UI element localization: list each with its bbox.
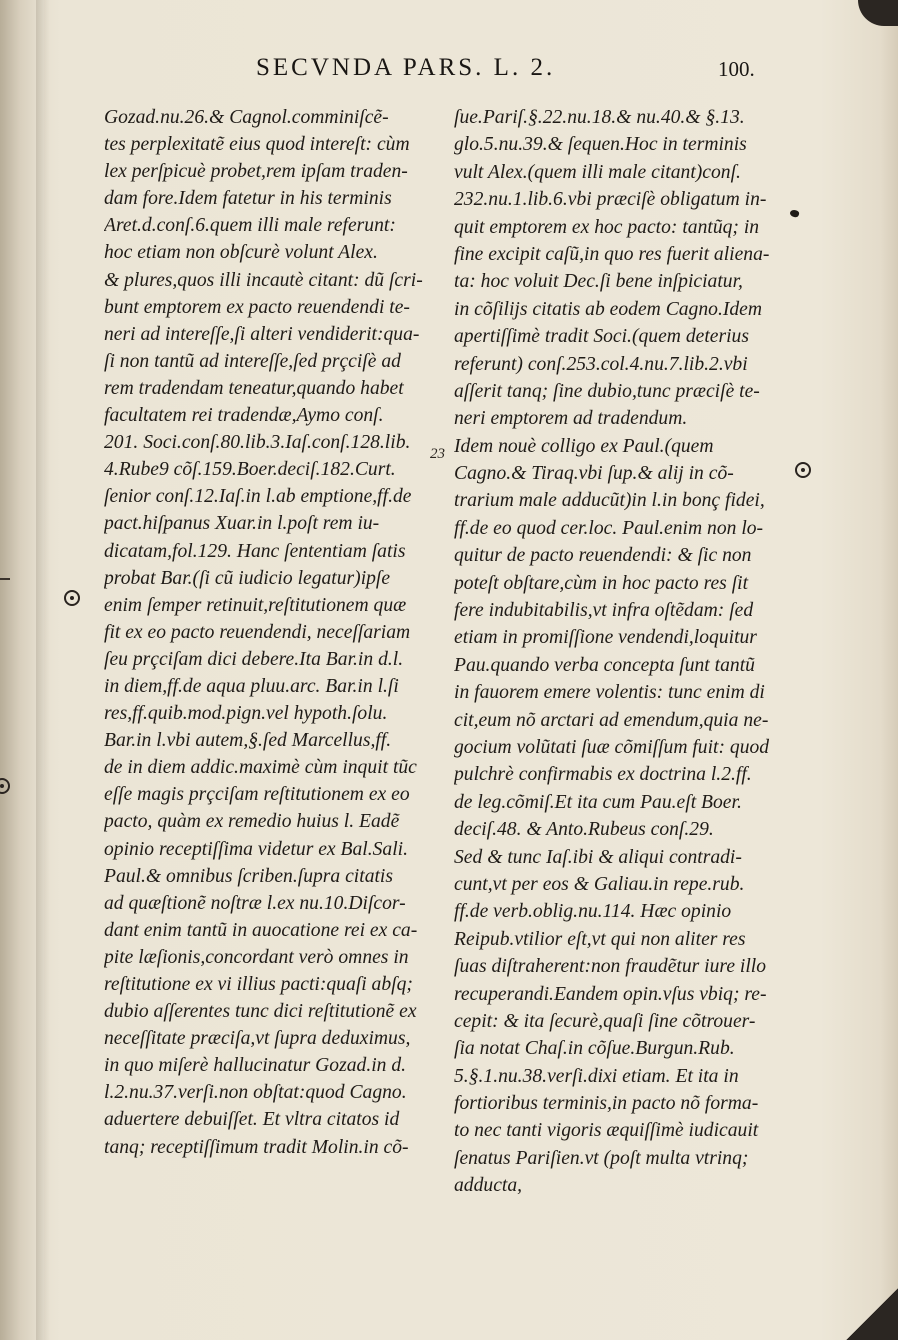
text-line: l.2.nu.37.verſi.non obſtat:quod Cagno. [104, 1082, 407, 1104]
text-line: fere indubitabilis,vt infra oſtẽdam: ſed [454, 600, 754, 622]
text-line: aduertere debuiſſet. Et vltra citatos id [104, 1109, 400, 1131]
text-line: pulchrè confirmabis ex doctrina l.2.ff. [454, 764, 752, 786]
text-line: dubio aſſerentes tunc dici reſtitutionẽ ex [104, 1001, 417, 1023]
text-line: Reipub.vtilior eſt,vt qui non aliter res [454, 928, 746, 950]
gutter-shadow [36, 0, 50, 1340]
text-line: & plures,quos illi incautè citant: dũ ſcri- [104, 269, 423, 291]
text-line: apertiſſimè tradit Soci.(quem deterius [454, 326, 749, 348]
text-line: reſtitutione ex vi illius pacti:quaſi abſq; [104, 974, 413, 995]
text-line: fortioribus terminis,in pacto nõ forma- [454, 1093, 759, 1115]
text-line: trarium male adducũt)in l.in bonç fidei, [454, 490, 765, 512]
text-line: neri ad intereſſe,ſi alteri vendiderit:qua- [104, 323, 420, 345]
page-corner-bottom [838, 1270, 898, 1340]
margin-tick-mark [0, 578, 10, 580]
text-line: ad quæſtionẽ noſtræ l.ex nu.10.Diſcor- [104, 892, 406, 914]
text-line: in cõſilijs citatis ab eodem Cagno.Idem [454, 298, 763, 320]
text-line: Pau.quando verba concepta ſunt tantũ [454, 654, 755, 676]
margin-circle-dot-mark-left [64, 590, 80, 606]
text-line: referunt) conſ.253.col.4.nu.7.lib.2.vbi [454, 353, 748, 375]
text-line: ſia notat Chaſ.in cõſue.Burgun.Rub. [454, 1038, 735, 1060]
text-line: fine excipit caſũ,in quo res fuerit aliena- [454, 243, 770, 265]
text-line: opinio receptiſſima videtur ex Bal.Sali. [104, 838, 408, 860]
text-line: ff.de verb.oblig.nu.114. Hæc opinio [454, 901, 732, 923]
text-line: etiam in promiſſione vendendi,loquitur [454, 627, 757, 649]
text-line: rem tradendam teneatur,quando habet [104, 377, 404, 399]
text-line: to nec tanti vigoris æquiſſimè iudicauit [454, 1120, 759, 1142]
text-line: in fauorem emere volentis: tunc enim di [454, 682, 765, 704]
text-line: ff.de eo quod cer.loc. Paul.enim non lo- [454, 517, 764, 539]
text-line: vult Alex.(quem illi male citant)conſ. [454, 161, 741, 183]
text-line: tanq; receptiſſimum tradit Molin.in cõ- [104, 1136, 409, 1158]
text-line: ta: hoc voluit Dec.ſi bene inſpiciatur, [454, 271, 743, 293]
text-line: in diem,ff.de aqua pluu.arc. Bar.in l.ſi [104, 675, 399, 697]
text-line: Cagno.& Tiraq.vbi ſup.& alij in cõ- [454, 463, 734, 485]
page-corner-top [858, 0, 898, 26]
text-line: Aret.d.conſ.6.quem illi male referunt: [104, 215, 396, 237]
text-line: 201. Soci.conſ.80.lib.3.Iaſ.conſ.128.lib. [104, 432, 411, 454]
text-line: tes perplexitatẽ eius quod intereſt: cùm [104, 134, 410, 156]
text-line: ſenior conſ.12.Iaſ.in l.ab emptione,ff.de [104, 486, 412, 508]
text-line: quit emptorem ex hoc pacto: tantũq; in [454, 216, 760, 238]
text-line: Paul.& omnibus ſcriben.ſupra citatis [104, 865, 393, 887]
text-line: eſſe magis prçciſam reſtitutionem ex eo [104, 784, 410, 806]
text-line: cunt,vt per eos & Galiau.in repe.rub. [454, 873, 745, 895]
right-text-column [454, 104, 794, 1200]
text-line: neceſſitate præciſa,vt ſupra deduximus, [104, 1028, 411, 1050]
running-header [250, 54, 790, 88]
text-line: bunt emptorem ex pacto reuendendi te- [104, 296, 410, 318]
text-line: pact.hiſpanus Xuar.in l.poſt rem iu- [104, 513, 380, 535]
text-line: neri emptorem ad tradendum. [454, 408, 688, 430]
text-line: ſenatus Pariſien.vt (poſt multa vtrinq; [454, 1147, 749, 1169]
text-line: ſuas diſtraherent:non fraudẽtur iure illo [454, 956, 767, 978]
text-line: 232.nu.1.lib.6.vbi præciſè obligatum in- [454, 189, 767, 211]
text-line: lex perſpicuè probet,rem ipſam traden- [104, 161, 408, 183]
left-text-column [104, 104, 434, 1161]
text-line: Bar.in l.vbi autem,§.ſed Marcellus,ff. [104, 730, 392, 752]
text-line: aſſerit tanq; ſine dubio,tunc præciſè te- [454, 380, 760, 402]
text-line: facultatem rei tradendæ,Aymo conſ. [104, 405, 384, 427]
text-line: ſi non tantũ ad intereſſe,ſed prçciſè ad [104, 350, 401, 372]
text-line: quitur de pacto reuendendi: & ſic non [454, 545, 752, 567]
marginal-section-number: 23 [430, 446, 445, 462]
text-line: dant enim tantũ in auocatione rei ex ca- [104, 919, 418, 941]
text-line: res,ff.quib.mod.pign.vel hypoth.ſolu. [104, 703, 388, 725]
text-line: poteſt obſtare,cùm in hoc pacto res ſit [454, 572, 749, 594]
folio-number: 100. [718, 57, 755, 81]
text-line: pacto, quàm ex remedio huius l. Eadẽ [104, 811, 400, 833]
text-line: 5.§.1.nu.38.verſi.dixi etiam. Et ita in [454, 1065, 739, 1087]
text-line: 4.Rube9 cõſ.159.Boer.deciſ.182.Curt. [104, 459, 396, 481]
running-title: SECVNDA PARS. L. 2. [256, 54, 556, 81]
text-line: de in diem addic.maximè cùm inquit tũc [104, 757, 417, 779]
text-line: dicatam,fol.129. Hanc ſententiam ſatis [104, 540, 406, 562]
text-line: hoc etiam non obſcurè volunt Alex. [104, 242, 378, 264]
text-line: in quo miſerè hallucinatur Gozad.in d. [104, 1055, 407, 1077]
text-line: probat Bar.(ſi cũ iudicio legatur)ipſe [104, 567, 391, 589]
text-line: Gozad.nu.26.& Cagnol.comminiſcẽ- [104, 107, 389, 128]
text-line: fit ex eo pacto reuendendi, neceſſariam [104, 621, 411, 643]
text-line: ſue.Pariſ.§.22.nu.18.& nu.40.& §.13. [454, 107, 745, 128]
text-line: ſeu prçciſam dici debere.Ita Bar.in d.l. [104, 648, 404, 670]
text-line: de leg.cõmiſ.Et ita cum Pau.eſt Boer. [454, 791, 742, 813]
text-line: recuperandi.Eandem opin.vſus vbiq; re- [454, 983, 767, 1005]
text-line: cit,eum nõ arctari ad emendum,quia ne- [454, 709, 769, 731]
text-line: Sed & tunc Iaſ.ibi & aliqui contradi- [454, 846, 742, 868]
text-line: enim ſemper retinuit,reſtitutionem quæ [104, 594, 407, 616]
text-line: gocium volũtati ſuæ cõmiſſum fuit: quod [454, 736, 770, 758]
margin-circle-dot-mark-right [795, 462, 811, 478]
text-line: glo.5.nu.39.& ſequen.Hoc in terminis [454, 134, 747, 156]
text-line: adducta, [454, 1175, 523, 1197]
text-line: deciſ.48. & Anto.Rubeus conſ.29. [454, 819, 714, 841]
text-line: pite læſionis,concordant verò omnes in [104, 946, 409, 968]
text-line: cepit: & ita ſecurè,quaſi ſine cõtrouer- [454, 1010, 756, 1032]
text-line: dam fore.Idem fatetur in his terminis [104, 188, 392, 210]
text-line: Idem nouè colligo ex Paul.(quem [454, 435, 714, 457]
